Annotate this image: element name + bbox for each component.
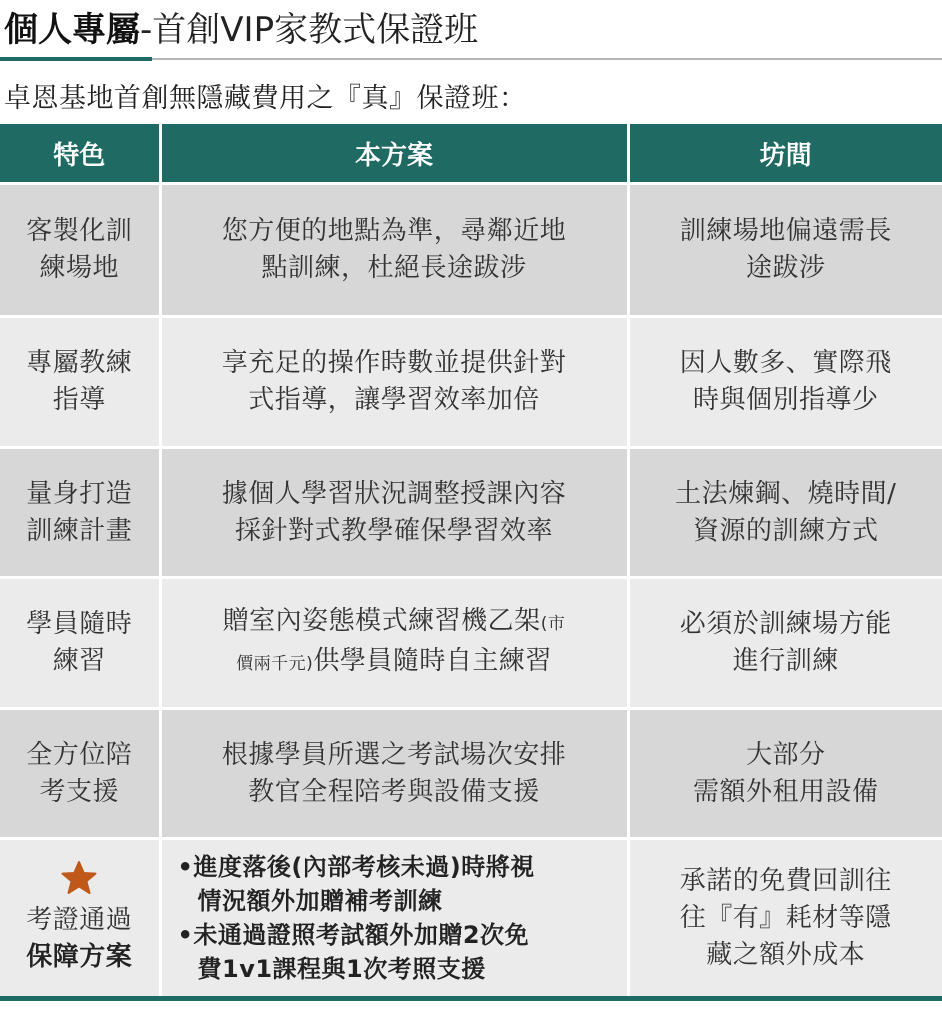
table-header-row xyxy=(0,124,942,184)
plan-line: 根據學員所選之考試場次安排 xyxy=(221,739,567,770)
plan-line: 教官全程陪考與設備支援 xyxy=(248,776,540,807)
feature-line: 學員隨時 xyxy=(26,609,133,639)
page-title xyxy=(4,10,478,50)
plan-cell xyxy=(160,709,628,839)
bullet-text: 情況額外加贈補考訓練 xyxy=(197,887,443,915)
column-header-market: 坊間 xyxy=(628,124,942,184)
market-line: 時與個別指導少 xyxy=(692,385,879,415)
star-icon xyxy=(60,860,98,896)
feature-cell xyxy=(0,578,160,709)
table-row xyxy=(0,448,942,578)
table-row xyxy=(0,578,942,709)
feature-line: 練習 xyxy=(52,646,106,676)
plan-line: 贈室內姿態模式練習機乙架 xyxy=(222,606,541,636)
plan-note: 價兩千元) xyxy=(236,654,314,674)
plan-bullet-item xyxy=(178,918,621,986)
market-cell xyxy=(628,184,942,317)
table-row xyxy=(0,709,942,839)
bullet-text: 費1v1課程與1次考照支援 xyxy=(197,955,486,983)
market-cell xyxy=(628,448,942,578)
column-header-plan: 本方案 xyxy=(160,124,628,184)
market-cell xyxy=(628,839,942,997)
plan-cell xyxy=(160,839,628,997)
feature-cell xyxy=(0,839,160,997)
plan-line: 您方便的地點為準，尋鄰近地 xyxy=(221,216,567,246)
feature-line: 保障方案 xyxy=(26,942,133,972)
title-rest: 首創VIP家教式保證班 xyxy=(152,10,479,50)
feature-cell xyxy=(0,448,160,578)
market-line: 土法煉鋼、燒時間/ xyxy=(675,478,897,509)
subtitle: 卓恩基地首創無隱藏費用之『真』保證班： xyxy=(4,83,527,114)
plan-cell xyxy=(160,317,628,448)
market-line: 承諾的免費回訓往 xyxy=(679,865,892,896)
market-line: 需額外租用設備 xyxy=(692,776,879,807)
feature-cell xyxy=(0,709,160,839)
plan-bullet-item xyxy=(178,850,621,918)
feature-line: 指導 xyxy=(52,385,106,415)
table-row xyxy=(0,839,942,997)
plan-line: 據個人學習狀況調整授課內容 xyxy=(221,478,567,509)
bullet-text: •進度落後(內部考核未過)時將視 xyxy=(177,853,535,881)
plan-line: 採針對式教學確保學習效率 xyxy=(234,515,553,546)
plan-line: 點訓練，杜絕長途跋涉 xyxy=(261,253,527,283)
comparison-table xyxy=(0,124,942,996)
market-line: 往『有』耗材等隱 xyxy=(679,902,892,933)
market-cell xyxy=(628,578,942,709)
plan-cell xyxy=(160,578,628,709)
bullet-text: •未通過證照考試額外加贈2次免 xyxy=(177,921,530,949)
feature-line: 全方位陪 xyxy=(26,739,133,770)
page-header xyxy=(0,0,942,62)
market-cell xyxy=(628,709,942,839)
title-accent-rule xyxy=(0,57,152,61)
feature-line: 考支援 xyxy=(39,776,119,807)
plan-line: 供學員隨時自主練習 xyxy=(313,646,552,676)
feature-line: 客製化訓 xyxy=(26,216,133,246)
market-line: 資源的訓練方式 xyxy=(692,515,879,546)
plan-line: 享充足的操作時數並提供針對 xyxy=(221,348,567,378)
plan-cell xyxy=(160,184,628,317)
table-row xyxy=(0,317,942,448)
market-line: 必須於訓練場方能 xyxy=(679,609,892,639)
feature-cell xyxy=(0,317,160,448)
market-line: 藏之額外成本 xyxy=(706,939,866,970)
market-line: 因人數多、實際飛 xyxy=(679,348,892,378)
feature-line: 專屬教練 xyxy=(26,348,133,378)
market-line: 訓練場地偏遠需長 xyxy=(679,216,892,246)
market-line: 途跋涉 xyxy=(745,253,826,283)
table-row xyxy=(0,184,942,317)
plan-cell xyxy=(160,448,628,578)
plan-line: 式指導，讓學習效率加倍 xyxy=(248,385,540,415)
plan-note: (市 xyxy=(540,614,566,634)
bottom-rule xyxy=(0,996,942,1001)
plan-bullet-list xyxy=(168,850,621,986)
market-cell xyxy=(628,317,942,448)
column-header-feature: 特色 xyxy=(0,124,160,184)
title-separator: - xyxy=(140,10,153,50)
title-bold: 個人專屬 xyxy=(4,10,140,50)
market-line: 進行訓練 xyxy=(732,646,839,676)
market-line: 大部分 xyxy=(745,739,826,770)
feature-cell xyxy=(0,184,160,317)
feature-line: 量身打造 xyxy=(26,478,133,509)
feature-line: 練場地 xyxy=(39,253,119,283)
feature-line: 考證通過 xyxy=(26,905,133,935)
feature-line: 訓練計畫 xyxy=(26,515,133,546)
